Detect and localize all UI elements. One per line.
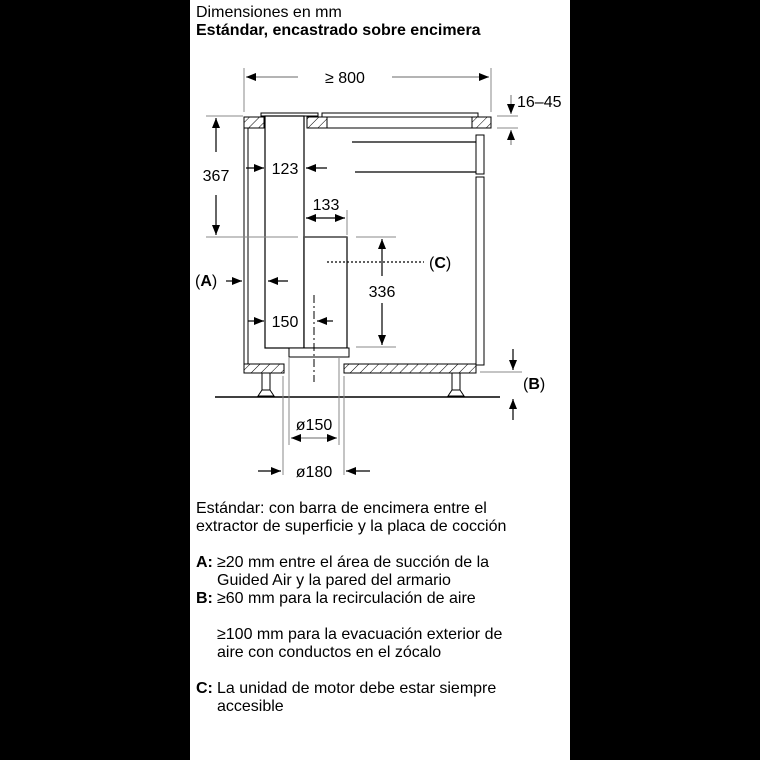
dimension-width-123 xyxy=(246,161,327,178)
dimension-offset-133 xyxy=(306,197,347,235)
note-a: A: ≥20 mm entre el área de succión de la xyxy=(196,554,490,571)
svg-text:16–45: 16–45 xyxy=(517,94,562,111)
intro-line-2: extractor de superficie y la placa de cocción xyxy=(196,518,507,535)
svg-text:123: 123 xyxy=(271,161,299,178)
page-title: Estándar, encastrado sobre encimera xyxy=(196,22,481,39)
svg-text:133: 133 xyxy=(312,197,340,214)
subtitle: Dimensiones en mm xyxy=(196,4,342,21)
note-c: C: La unidad de motor debe estar siempre xyxy=(196,680,497,697)
svg-text:150: 150 xyxy=(271,314,299,331)
svg-text:(B): (B) xyxy=(523,376,546,393)
note-b-extra: ≥100 mm para la evacuación exterior de xyxy=(217,626,503,643)
cabinet-right-door xyxy=(476,135,484,365)
svg-text:ø150: ø150 xyxy=(295,417,333,434)
cabinet-left-wall xyxy=(244,128,248,364)
svg-text:(A): (A) xyxy=(195,273,218,290)
cabinet-bottom xyxy=(215,364,500,397)
svg-text:(C): (C) xyxy=(429,255,452,272)
installation-diagram xyxy=(190,0,570,500)
dimension-countertop-thickness xyxy=(497,94,562,145)
notes: Estándar: con barra de encimera entre el extractor de superficie y la placa de cocción A: ≥20 mm entre el área de succión de la Guided Air y la pared del armario B: ≥60 mm para la recirculación de aire ≥100 mm para la evacuación exterior de aire con conductos en el zócalo C: La unidad de motor debe estar siempre accesible xyxy=(196,500,566,716)
svg-text:ø180: ø180 xyxy=(295,464,333,481)
dimension-height-336 xyxy=(356,237,396,347)
svg-text:336: 336 xyxy=(368,284,396,301)
note-b: B: ≥60 mm para la recirculación de aire xyxy=(196,590,476,607)
intro-line-1: Estándar: con barra de encimera entre el xyxy=(196,500,487,517)
svg-text:≥ 800: ≥ 800 xyxy=(325,70,365,87)
label-b xyxy=(480,349,545,420)
document-page xyxy=(190,0,570,760)
dimension-width-800 xyxy=(244,68,491,112)
svg-text:367: 367 xyxy=(202,168,230,185)
